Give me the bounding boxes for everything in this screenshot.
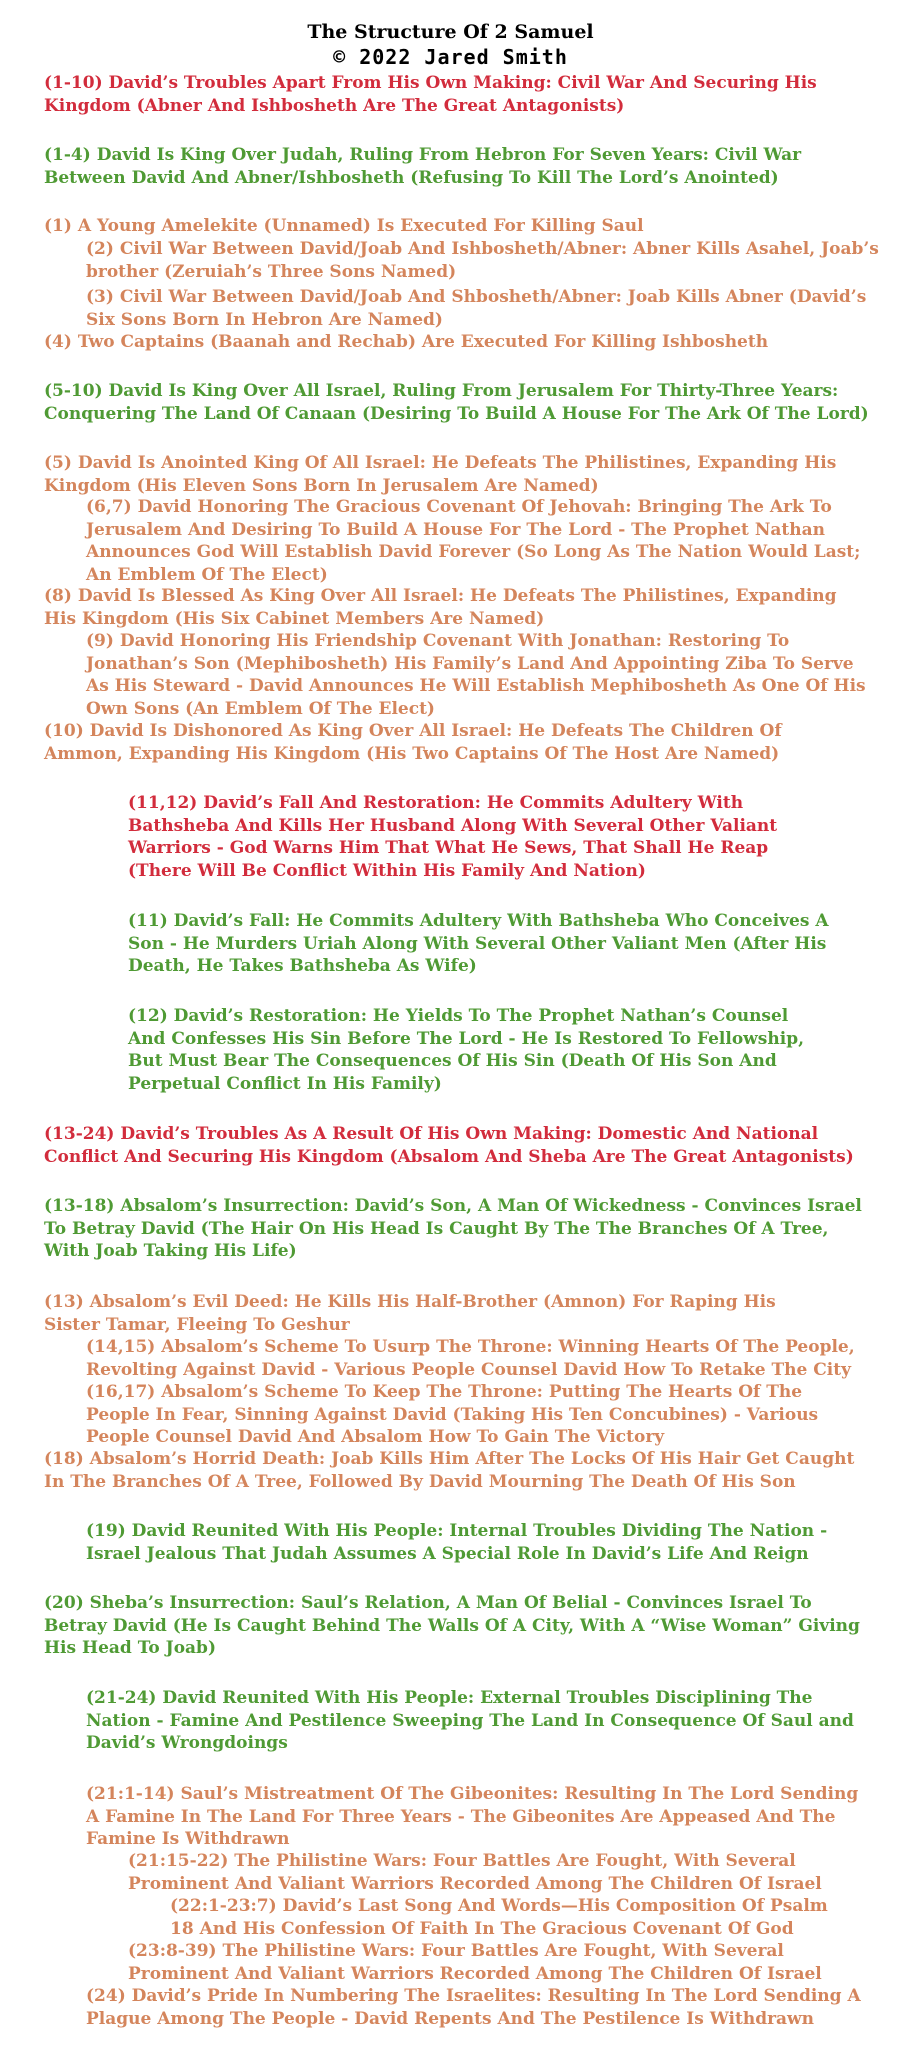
outline-item: (14,15) Absalom’s Scheme To Usurp The Throne: Winning Hearts Of The People, Revolting Against David - Various People Counsel David How To Retake The City [86, 1337, 855, 1380]
outline-item: (13) Absalom’s Evil Deed: He Kills His Half-Brother (Amnon) For Raping His Sister Tamar, Fleeing To Geshur [44, 1292, 776, 1335]
outline-item: (4) Two Captains (Baanah and Rechab) Are Executed For Killing Ishbosheth [44, 332, 769, 352]
outline-item: (22:1-23:7) David’s Last Song And Words—His Composition Of Psalm 18 And His Confession Of Faith In The Gracious Covenant Of God [170, 1896, 828, 1939]
outline-item: (18) Absalom’s Horrid Death: Joab Kills Him After The Locks Of His Hair Get Caught In The Branches Of A Tree, Followed By David Mourning The Death Of His Son [44, 1449, 855, 1492]
outline-item: (2) Civil War Between David/Joab And Ishbosheth/Abner: Abner Kills Asahel, Joab’s brother (Zeruiah’s Three Sons Named) [86, 239, 879, 282]
document-title: The Structure Of 2 Samuel [307, 21, 594, 43]
outline-item: (1-10) David’s Troubles Apart From His Own Making: Civil War And Securing His Kingdom (Abner And Ishbosheth Are The Great Antagonists) [44, 73, 817, 116]
outline-item: (10) David Is Dishonored As King Over All Israel: He Defeats The Children Of Ammon, Expanding His Kingdom (His Two Captains Of The Host Are Named) [44, 721, 782, 764]
outline-item: (13-18) Absalom’s Insurrection: David’s Son, A Man Of Wickedness - Convinces Israel To Betray David (The Hair On His Head Is Caught By The The Branches Of A Tree, With Joab Taking His Life) [44, 1196, 862, 1261]
outline-item: (9) David Honoring His Friendship Covenant With Jonathan: Restoring To Jonathan’s Son (Mephibosheth) His Family’s Land And Appointing Ziba To Serve As His Steward - David Announces He Will Establish Mephibosheth As One Of His Own Sons (An Emblem Of The Elect) [86, 631, 866, 719]
outline-item: (23:8-39) The Philistine Wars: Four Battles Are Fought, With Several Prominent And Valiant Warriors Recorded Among The Children Of Israel [128, 1941, 822, 1984]
outline-item: (20) Sheba’s Insurrection: Saul’s Relation, A Man Of Belial - Convinces Israel To Betray David (He Is Caught Behind The Walls Of A City, With A “Wise Woman” Giving His Head To Joab) [44, 1593, 860, 1658]
outline-item: (6,7) David Honoring The Gracious Covenant Of Jehovah: Bringing The Ark To Jerusalem And Desiring To Build A House For The Lord - The Prophet Nathan Announces God Will Establish David Forever (So Long As The Nation Would Last; An Emblem Of The Elect) [86, 497, 861, 585]
outline-item: (1-4) David Is King Over Judah, Ruling From Hebron For Seven Years: Civil War Between David And Abner/Ishbosheth (Refusing To Kill The Lord’s Anointed) [44, 145, 802, 188]
copyright-notice: © 2022 Jared Smith [333, 45, 568, 69]
outline-item: (5) David Is Anointed King Of All Israel: He Defeats The Philistines, Expanding His Kingdom (His Eleven Sons Born In Jerusalem Are Named) [44, 453, 837, 496]
outline-item: (19) David Reunited With His People: Internal Troubles Dividing The Nation - Israel Jealous That Judah Assumes A Special Role In David’s Life And Reign [86, 1521, 828, 1564]
outline-item: (12) David’s Restoration: He Yields To The Prophet Nathan’s Counsel And Confesses His Sin Before The Lord - He Is Restored To Fellowship, But Must Bear The Consequences Of His Sin (Death Of His Son And Perpetual Conflict In His Family) [128, 1006, 804, 1094]
outline-item: (5-10) David Is King Over All Israel, Ruling From Jerusalem For Thirty-Three Years: Conquering The Land Of Canaan (Desiring To Build A House For The Ark Of The Lord) [44, 381, 869, 424]
outline-item: (21:15-22) The Philistine Wars: Four Battles Are Fought, With Several Prominent And Valiant Warriors Recorded Among The Children Of Israel [128, 1851, 822, 1894]
outline-item: (21-24) David Reunited With His People: External Troubles Disciplining The Nation - Famine And Pestilence Sweeping The Land In Consequence Of Saul and David’s Wrongdoings [86, 1688, 854, 1753]
outline-item: (24) David’s Pride In Numbering The Israelites: Resulting In The Lord Sending A Plague Among The People - David Repents And The Pestilence Is Withdrawn [86, 1986, 861, 2029]
outline-item: (13-24) David’s Troubles As A Result Of His Own Making: Domestic And National Conflict And Securing His Kingdom (Absalom And Sheba Are The Great Antagonists) [44, 1124, 854, 1167]
outline-item: (8) David Is Blessed As King Over All Israel: He Defeats The Philistines, Expanding His Kingdom (His Six Cabinet Members Are Named) [44, 586, 837, 629]
outline-item: (3) Civil War Between David/Joab And Shbosheth/Abner: Joab Kills Abner (David’s Six Sons Born In Hebron Are Named) [86, 287, 867, 330]
outline-item: (1) A Young Amelekite (Unnamed) Is Executed For Killing Saul [44, 216, 644, 236]
outline-item: (11,12) David’s Fall And Restoration: He Commits Adultery With Bathsheba And Kills Her Husband Along With Several Other Valiant Warriors - God Warns Him That What He Sews, That Shall He Reap (There Will Be Conflict Within His Family And Nation) [128, 793, 778, 881]
outline-item: (11) David’s Fall: He Commits Adultery With Bathsheba Who Conceives A Son - He Murders Uriah Along With Several Other Valiant Men (After His Death, He Takes Bathsheba As Wife) [128, 911, 829, 976]
outline-item: (16,17) Absalom’s Scheme To Keep The Throne: Putting The Hearts Of The People In Fear, Sinning Against David (Taking His Ten Concubines) - Various People Counsel David And Absalom How To Gain The Victory [86, 1382, 819, 1447]
outline-item: (21:1-14) Saul’s Mistreatment Of The Gibeonites: Resulting In The Lord Sending A Famine In The Land For Three Years - The Gibeonites Are Appeased And The Famine Is Withdrawn [86, 1784, 859, 1849]
